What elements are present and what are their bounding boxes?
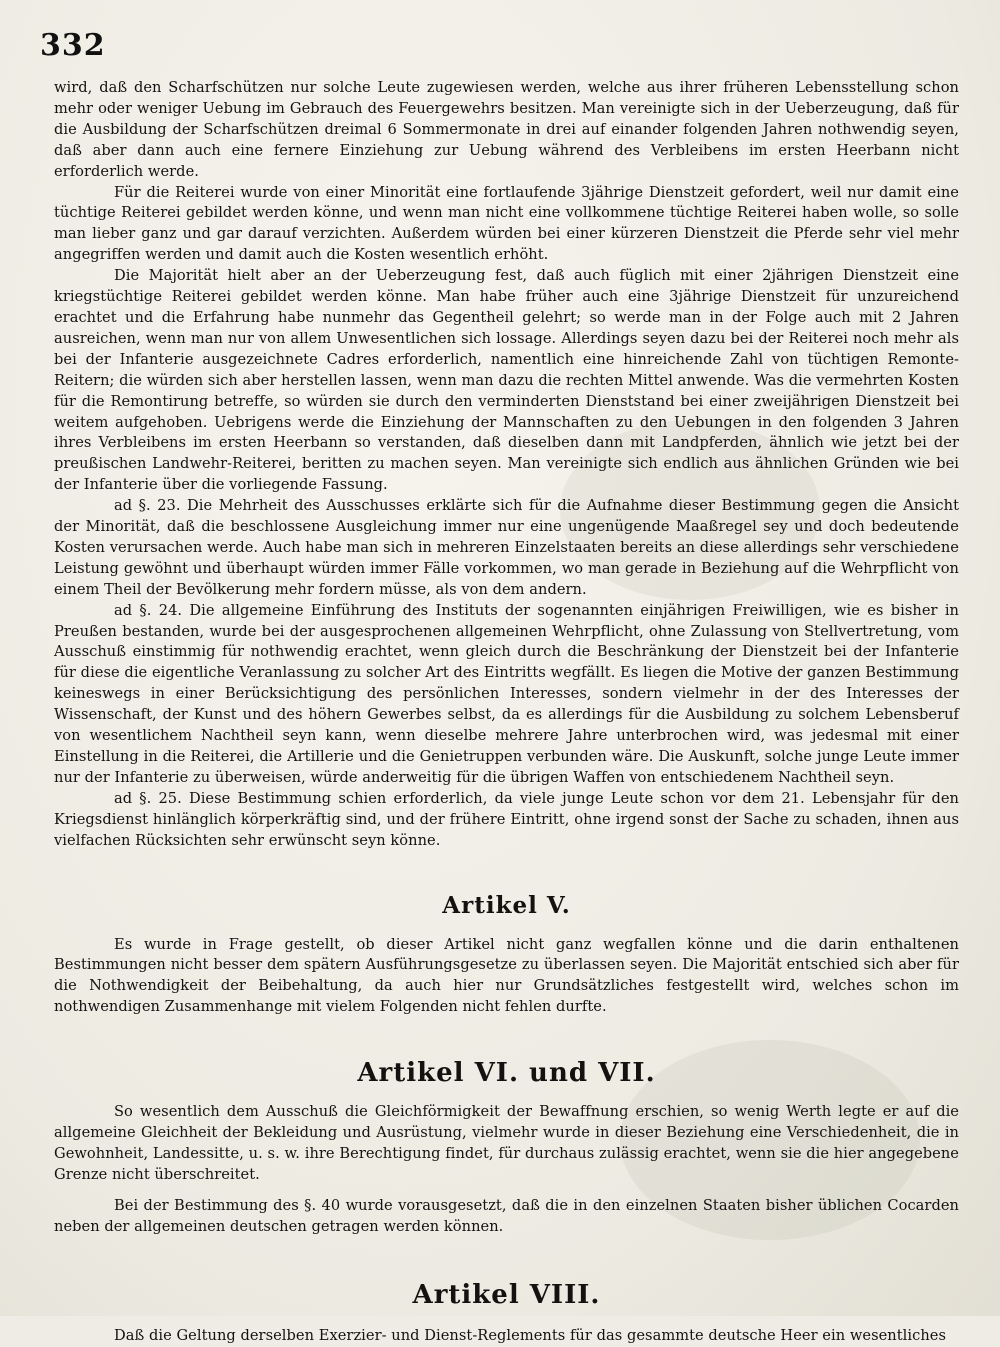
paragraph: Für die Reiterei wurde von einer Minorität eine fortlaufende 3jährige Dienstzeit gefordert, weil nur damit eine tüchtige Reiterei gebildet werden könne, und wenn man nicht eine vollkommene tüchtige Reiterei haben wolle, so solle man lieber ganz und gar darauf verzichten. Außerdem würden bei einer kürzeren Dienstzeit die Pferde sehr viel mehr angegriffen werden und damit auch die Kosten wesentlich erhöht. [54, 183, 959, 264]
paragraph: Es wurde in Frage gestellt, ob dieser Artikel nicht ganz wegfallen könne und die darin enthaltenen Bestimmungen nicht besser dem spätern Ausführungsgesetze zu überlassen seyen. Die Majorität entschied sich aber für die Nothwendigkeit der Beibehaltung, da auch hier nur Grundsätzliches festgestellt wird, welches schon im nothwendigen Zusammenhange mit vielem Folgenden nicht fehlen durfte. [54, 935, 959, 1016]
section-heading-artikel-v: Artikel V. [442, 891, 571, 919]
paragraph: ad §. 23. Die Mehrheit des Ausschusses erklärte sich für die Aufnahme dieser Bestimmung gegen die Ansicht der Minorität, daß die beschlossene Ausgleichung immer nur eine ungenügende Maaßregel sey und doch bedeutende Kosten verursachen werde. Auch habe man sich in mehreren Einzelstaaten bereits an diese allerdings sehr verschiedene Leistung gewöhnt und überhaupt würden immer Fälle vorkommen, wo man gerade in Beziehung auf die Wehrpflicht von einem Theil der Bevölkerung mehr fordern müsse, als von dem andern. [54, 497, 959, 598]
page-number: 332 [40, 28, 106, 63]
paragraph: Bei der Bestimmung des §. 40 wurde vorausgesetzt, daß die in den einzelnen Staaten bisher üblichen Cocarden neben der allgemeinen deutschen getragen werden können. [54, 1196, 959, 1235]
page-body [54, 78, 959, 1347]
paragraph: Daß die Geltung derselben Exerzier- und Dienst-Reglements für das gesammte deutsche Heer ein wesentliches [114, 1326, 946, 1344]
paragraph: ad §. 25. Diese Bestimmung schien erforderlich, da viele junge Leute schon vor dem 21. Lebensjahr für den Kriegsdienst hinlänglich körperkräftig sind, und der frühere Eintritt, ohne irgend sonst der Sache zu schaden, ihnen aus vielfachen Rücksichten sehr erwünscht seyn könne. [54, 789, 959, 849]
section-heading-artikel-vi-vii: Artikel VI. und VII. [357, 1058, 656, 1089]
section-heading-artikel-viii: Artikel VIII. [412, 1279, 601, 1310]
paragraph: So wesentlich dem Ausschuß die Gleichförmigkeit der Bewaffnung erschien, so wenig Werth legte er auf die allgemeine Gleichheit der Bekleidung und Ausrüstung, vielmehr wurde in dieser Beziehung eine Verschiedenheit, die in Gewohnheit, Landessitte, u. s. w. ihre Berechtigung findet, für durchaus zulässig erachtet, wenn sie die hier angegebene Grenze nicht überschreitet. [54, 1103, 959, 1183]
paragraph: Die Majorität hielt aber an der Ueberzeugung fest, daß auch füglich mit einer 2jährigen Dienstzeit eine kriegstüchtige Reiterei gebildet werden könne. Man habe früher auch eine 3jährige Dienstzeit für unzureichend erachtet und die Erfahrung habe nunmehr das Gegentheil gelehrt; so werde man in der Folge auch mit 2 Jahren ausreichen, wenn man nur von allem Unwesentlichen sich lossage. Allerdings seyen dazu bei der Reiterei noch mehr als bei der Infanterie ausgezeichnete Cadres erforderlich, namentlich eine hinreichende Zahl von tüchtigen Remonte-Reitern; die würden sich aber herstellen lassen, wenn man dazu die rechten Mittel anwende. Was die vermehrten Kosten für die Remontirung betreffe, so würden sie durch den verminderten Dienststand bei einer zweijährigen Dienstzeit bei weitem aufgehoben. Uebrigens werde die Einziehung der Mannschaften zu den Uebungen in den folgenden 3 Jahren ihres Verbleibens im ersten Heerbann so verstanden, daß dieselben dann mit Landpferden, ähnlich wie jetzt bei der preußischen Landwehr-Reiterei, beritten zu machen seyen. Man vereinigte sich endlich aus ähnlichen Gründen wie bei der Infanterie über die vorliegende Fassung. [54, 267, 959, 494]
paragraph: ad §. 24. Die allgemeine Einführung des Instituts der sogenannten einjährigen Freiwilligen, wie es bisher in Preußen bestanden, wurde bei der ausgesprochenen allgemeinen Wehrpflicht, ohne Zulassung von Stellvertretung, vom Ausschuß einstimmig für nothwendig erachtet, wenn gleich durch die Beschränkung der Dienstzeit bei der Infanterie für diese die eigentliche Veranlassung zu solcher Art des Eintritts wegfällt. Es liegen die Motive der ganzen Bestimmung keineswegs in einer Berücksichtigung des persönlichen Interesses, sondern vielmehr in der des Interesses der Wissenschaft, der Kunst und des höhern Gewerbes selbst, da es allerdings für die Ausbildung zu solchem Lebensberuf von wesentlichem Nachtheil seyn kann, wenn dieselbe mehrere Jahre unterbrochen wird, was jedesmal mit einer Einstellung in die Reiterei, die Artillerie und die Genietruppen verbunden wäre. Die Auskunft, solche junge Leute immer nur der Infanterie zu überweisen, würde anderweitig für die übrigen Waffen von entschiedenem Nachtheil seyn. [54, 601, 959, 786]
paragraph: wird, daß den Scharfschützen nur solche Leute zugewiesen werden, welche aus ihrer früheren Lebensstellung schon mehr oder weniger Uebung im Gebrauch des Feuergewehrs besitzen. Man vereinigte sich in der Ueberzeugung, daß für die Ausbildung der Scharfschützen dreimal 6 Sommermonate in drei auf einander folgenden Jahren nothwendig seyen, daß aber dann auch eine fernere Einziehung zur Uebung während des Verbleibens im ersten Heerbann nicht erforderlich werde. [54, 79, 959, 180]
